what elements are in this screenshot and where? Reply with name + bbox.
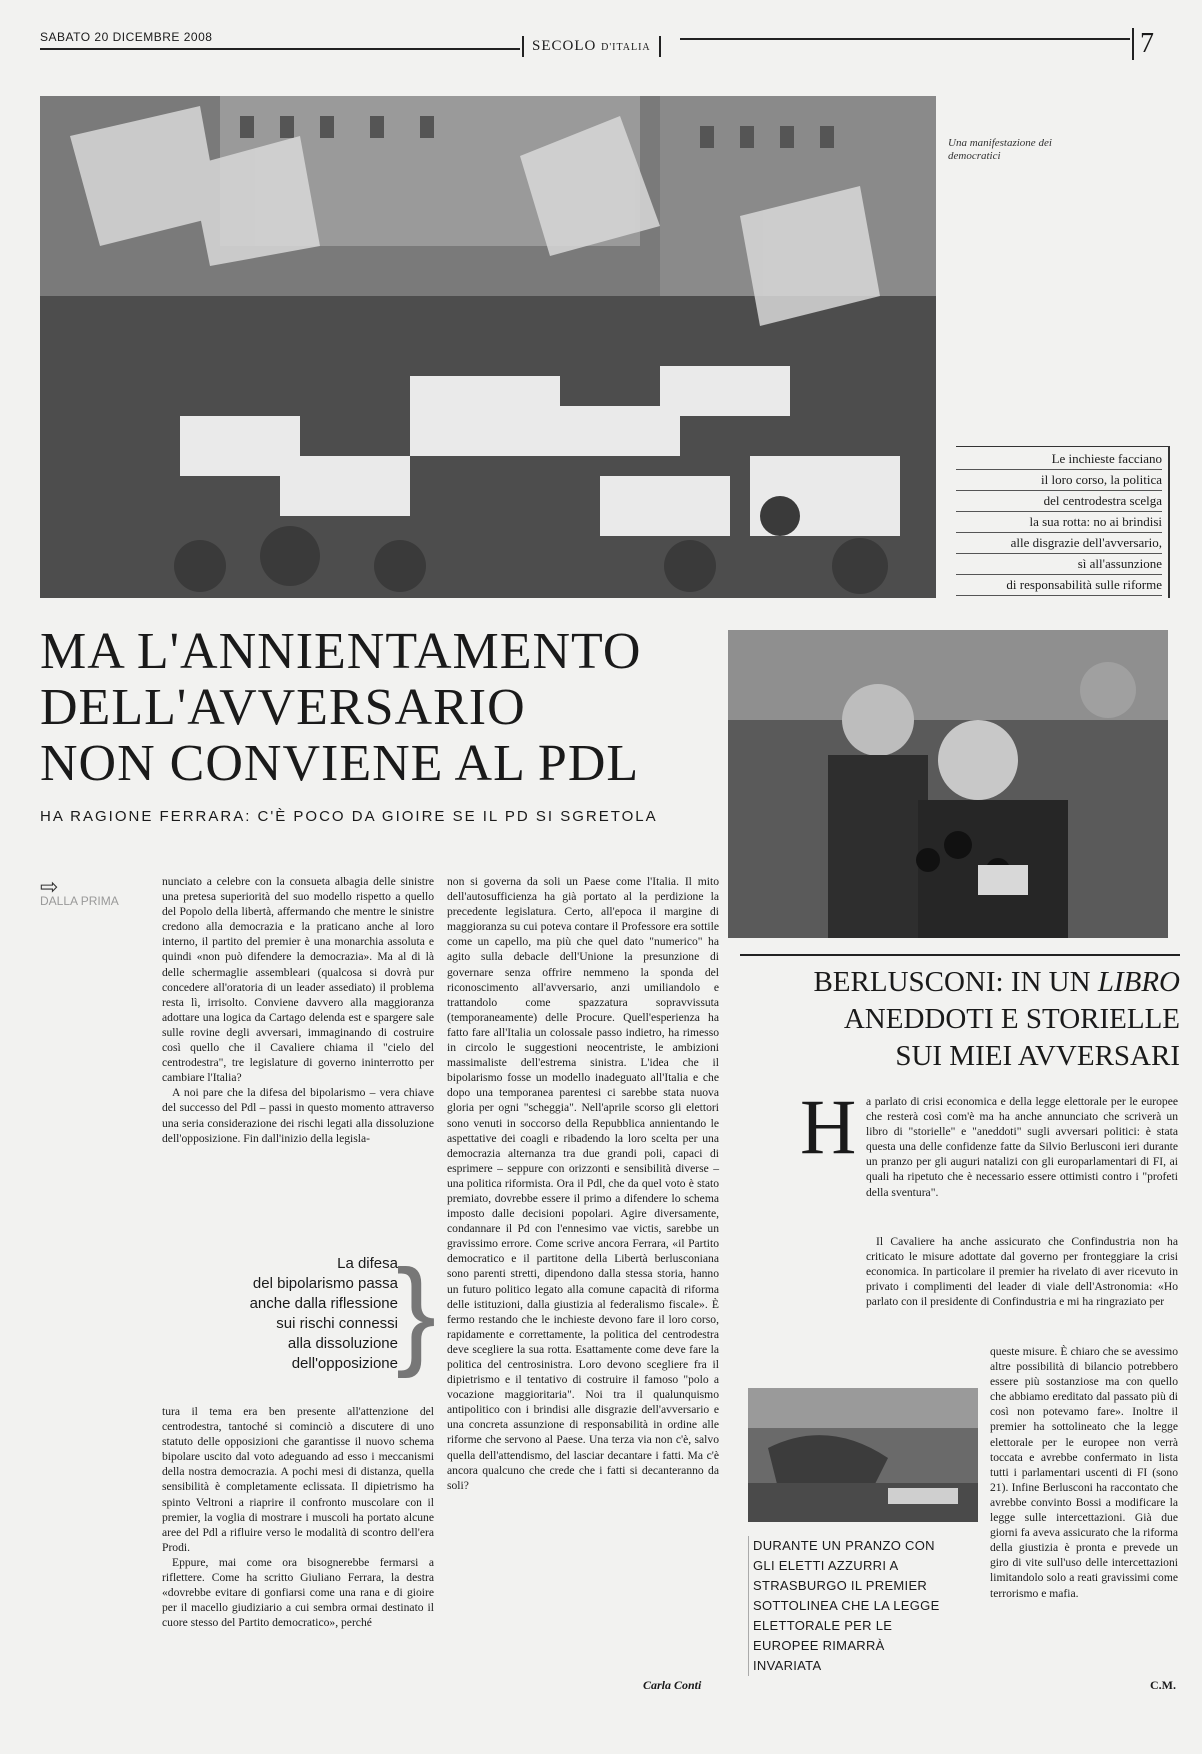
article-author: Carla Conti xyxy=(643,1678,702,1692)
quote-line: sui rischi connessi xyxy=(276,1315,398,1332)
page-number: 7 xyxy=(1132,28,1154,60)
small-photo-caption: DURANTE UN PRANZO CON GLI ELETTI AZZURRI A STRASBURGO IL PREMIER SOTTOLINEA CHE LA LEGGE ELETTORALE PER LE EUROPEE RIMARRÀ INVARIATA xyxy=(748,1536,953,1676)
parliament-photo xyxy=(748,1388,978,1522)
article-paragraph: nunciato a celebre con la consueta albagia delle sinistre una pretesa superiorità del suo modello rispetto a quello del Popolo della libertà, affermando che mentre le sinistre credono alla democrazia e la praticano anche al loro interno, il partito del premier è una monarchia assoluta e quindi «non può difendere la democrazia». Ma al di là delle schermaglie assembleari (qualcosa si dovrà pur concedere all'oratoria di un leader assediato) il problema resta lì, irrisolto. Conviene davvero alla maggioranza adottare una logica da Cartago delenda est e spargere sale sulle rovine degli avversari, immaginando di costruire così quello che il Cavaliere chiama il "cielo del centrodestra", tre legislature di governo ininterrotto per cambiare l'Italia? xyxy=(162,875,434,1085)
main-headline xyxy=(40,624,720,792)
article-paragraph: tura il tema era ben presente all'attenzione del centrodestra, tantoché si cominciò a discutere di uno statuto delle opposizioni che garantisse il nuovo schema bipolare uscito dal voto adeguando ad esso i meccanismi della nostra democrazia. A pochi mesi di distanza, quella sensibilità è completamente eclissata. Il dipietrismo ha spinto Veltroni a riaprire il confronto muscolare con il premier, la voglia di mostrare i muscoli ha portato alcune aree del Pdl a rifluire verso le modalità di scontro dell'era Prodi. xyxy=(162,1405,434,1554)
top-pull-quote xyxy=(956,446,1170,598)
article-paragraph: non si governa da soli un Paese come l'Italia. Il mito dell'autosufficienza ha già portato al la perdizione la precedente legislatura. Certo, all'epoca il margine di maggioranza su cui poteva contare il Professore era sottile come un capello, ma più che quel dato "numerico" ha agito sulla debacle dell'Unione la presunzione di governare senza offrire nemmeno la sponda del riconoscimento all'avversario, anzi umiliandolo e trattandolo come spazzatura sopravvissuta (temporaneamente) delle Procure. Quell'esperienza ha fatto fare all'Italia un colossale passo indietro, ha rimesso in circolo le suggestioni neocentriste, le ambizioni massimaliste dell'estrema sinistra. L'idea che il bipolarismo fosse un modello inadeguato all'Italia e che dopo una temporanea parentesi ci sarebbe stata nuova gloria per ogni "scheggia". Nell'aprile scorso gli elettori sono venuti in soccorso della Repubblica annientando le aspettative dei coagli e ribadendo la loro scelta per una democrazia alternanza tra due grandi poli, capaci di esprimere – seppure con orizzonti e sensibilità diverse – una politica riformista. Ora il Pdl, che da quel voto è stato premiato, dovrebbe essere il primo a difendere lo schema imposto dalle decisioni popolari. Agire diversamente, condannare il Pd con l'ennesimo vae victis, sarebbe un gravissimo errore. Come scrive ancora Ferrara, «il Partito democratico e il partitone della Libertà berlusconiana sono parenti stretti, dipendono dalla stessa storia, hanno un futuro politico legato alla comune capacità di riforma delle istituzioni, dalla giustizia al federalismo fiscale». È fermo restando che le inchieste devono fare il loro corso, rapidamente e correttamente, la politica del centrodestra deve scegliere la sua rotta. Esattamente come deve fare la politica del centrosinistra. Loro devono scegliere fra il dipietrismo e il tentativo di costruire il famoso "polo a vocazione maggioritaria". Noi tra il qualunquismo antipolitico con i brindisi alle disgrazie dell'avversario e una concreta assunzione di responsabilità in ordine alle riforme che servono al Paese. Una terza via non c'è, salvo quella dell'attendismo, del lasciar decantare i fatti. Ma c'è ancora qualcuno che crede che i fatti si decanteranno da soli? xyxy=(447,875,719,1492)
header-rule-right xyxy=(680,38,1130,40)
masthead-subtitle: D'ITALIA xyxy=(601,42,651,53)
side-article-signature: C.M. xyxy=(1150,1678,1176,1692)
quote-line: alle disgrazie dell'avversario, xyxy=(956,533,1162,554)
berlusconi-photo xyxy=(728,630,1168,938)
side-article-headline xyxy=(740,964,1180,1075)
rally-photo xyxy=(40,96,936,598)
side-article-rule xyxy=(740,954,1180,956)
article-column-1-bottom xyxy=(162,1404,434,1630)
header-rule-left xyxy=(40,48,520,50)
quote-line: Le inchieste facciano xyxy=(956,449,1162,470)
quote-line: anche dalla riflessione xyxy=(249,1295,398,1312)
article-paragraph: Eppure, mai come ora bisognerebbe fermarsi a riflettere. Come ha scritto Giuliano Ferrara, la destra «dovrebbe evitare di gonfiarsi come una rana e di gioire per il macello giudiziario a cui sembra ormai destinato il cuore stesso del Partito democratico», perché xyxy=(162,1555,434,1630)
arrow-right-icon: ⇨ xyxy=(40,874,59,899)
brace-decoration-icon: } xyxy=(396,1245,437,1379)
quote-line: la sua rotta: no ai brindisi xyxy=(956,512,1162,533)
headline-text: BERLUSCONI: IN UN xyxy=(813,966,1098,998)
masthead xyxy=(522,36,661,57)
section-marker xyxy=(40,874,140,908)
quote-line: alla dissoluzione xyxy=(287,1335,398,1352)
section-marker-label: DALLA PRIMA xyxy=(40,894,119,908)
quote-line: La difesa xyxy=(337,1255,398,1272)
article-column-2 xyxy=(447,874,719,1493)
headline-line: MA L'ANNIENTAMENTO xyxy=(40,623,642,680)
article-paragraph: a parlato di crisi economica e della legge elettorale per le europee che resterà così com'è ma ha anche annunciato che scriverà un libro di "storielle" e "aneddoti" sugli avversari politici: è stata questa una delle confidenze fatte da Silvio Berlusconi ieri durante un pranzo per gli auguri natalizi con gli europarlamentari di FI, ai quali ha ripetuto che è necessario essere ottimisti contro i "profeti della sventura". xyxy=(866,1095,1178,1199)
issue-date: SABATO 20 DICEMBRE 2008 xyxy=(40,30,213,44)
article-paragraph: A noi pare che la difesa del bipolarismo – vera chiave del successo del Pdl – passi in questo momento attraverso una seria considerazione dei rischi legati alla dissoluzione dell'opposizione. Fin dall'inizio della legisla- xyxy=(162,1086,434,1145)
main-subhead: HA RAGIONE FERRARA: C'È POCO DA GIOIRE SE IL PD SI SGRETOLA xyxy=(40,808,658,825)
article-paragraph: queste misure. È chiaro che se avessimo altre possibilità di bilancio potrebbero essere più sostanziose ma con quello che abbiamo ereditato dal passato più di così non potevamo fare». Inoltre il premier ha sottolineato che la legge elettorale per le europee non verrà toccata e avrebbe confermato in lista tutti i parlamentari uscenti di FI (sono 21). Infine Berlusconi ha raccontato che avrebbe convinto Bossi a modificare la legge sulle intercettazioni. Già due giorni fa aveva assicurato che la riforma della giustizia è pronta e prevede un giro di vite sull'uso delle intercettazioni limitandolo solo a reati gravissimi come terrorismo e mafia. xyxy=(990,1345,1178,1600)
headline-line: ANEDDOTI E STORIELLE xyxy=(843,1003,1180,1035)
quote-line: del bipolarismo passa xyxy=(252,1275,398,1292)
headline-line: DELL'AVVERSARIO xyxy=(40,679,526,736)
headline-line: SUI MIEI AVVERSARI xyxy=(895,1040,1180,1072)
article-column-1-top xyxy=(162,874,434,1146)
middle-pull-quote xyxy=(180,1254,398,1374)
side-article-body-1 xyxy=(866,1094,1178,1200)
top-photo-caption: Una manifestazione dei democratici xyxy=(948,137,1052,162)
quote-line: il loro corso, la politica xyxy=(956,470,1162,491)
side-article-body-3 xyxy=(990,1344,1178,1601)
side-article-body-2 xyxy=(866,1234,1178,1309)
quote-line: sì all'assunzione xyxy=(956,554,1162,575)
quote-line: di responsabilità sulle riforme xyxy=(956,575,1162,596)
quote-line: del centrodestra scelga xyxy=(956,491,1162,512)
quote-line: dell'opposizione xyxy=(291,1355,398,1372)
headline-line xyxy=(740,964,1180,1001)
drop-cap: H xyxy=(800,1083,857,1170)
headline-emphasis: LIBRO xyxy=(1097,966,1180,998)
article-paragraph: Il Cavaliere ha anche assicurato che Confindustria non ha criticato le misure adottate dal governo per fronteggiare la crisi economica. In particolare il premier ha rivelato di aver ricevuto in privato i complimenti del leader di viale dell'Astronomia: «Ho parlato con il presidente di Confindustria e mi ha ringraziato per xyxy=(866,1235,1178,1309)
headline-line: NON CONVIENE AL PDL xyxy=(40,735,640,792)
masthead-title: SECOLO xyxy=(532,38,597,54)
